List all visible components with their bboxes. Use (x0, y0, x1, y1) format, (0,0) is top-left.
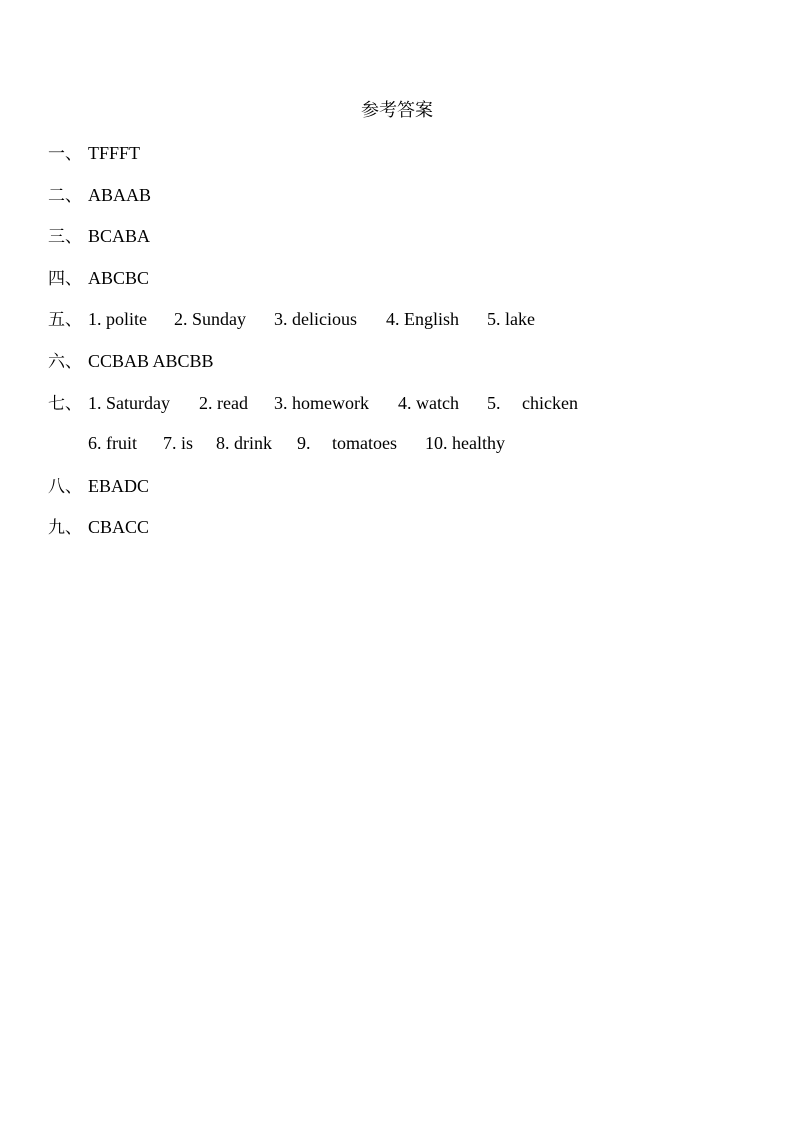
answer-item: 1. polite (88, 309, 147, 329)
section-number: 九、 (48, 518, 82, 538)
section-number: 六、 (48, 352, 82, 372)
answer-item: 4. watch (398, 393, 459, 413)
answer-item: 3. delicious (274, 309, 357, 329)
answer-4 (48, 266, 149, 290)
answer-2 (48, 183, 151, 207)
answer-5 (48, 307, 648, 331)
answer-item: 7. is (163, 433, 194, 453)
answer-item: tomatoes (332, 433, 397, 453)
section-number: 三、 (48, 227, 82, 247)
answer-item: 9. (297, 433, 311, 453)
answer-item: 5. (487, 393, 501, 413)
answer-item: 10. healthy (425, 433, 505, 453)
answer-item: 5. lake (487, 309, 535, 329)
answer-7 (48, 391, 648, 415)
section-number: 二、 (48, 186, 82, 206)
answer-item: 4. English (386, 309, 460, 329)
section-number: 八、 (48, 477, 82, 497)
answer-item: 8. drink (216, 433, 272, 453)
answer-item: 6. fruit (88, 433, 137, 453)
answer-7-continued (88, 431, 588, 455)
answer-1 (48, 141, 140, 165)
answer-item: chicken (522, 393, 578, 413)
answer-text: ABAAB (88, 185, 152, 205)
answer-item: 2. read (199, 393, 248, 413)
answer-item: 1. Saturday (88, 393, 170, 413)
answer-text: CCBAB ABCBB (88, 351, 214, 371)
section-number: 七、 (48, 394, 82, 414)
answer-text: TFFFT (88, 143, 141, 163)
answer-item: 3. homework (274, 393, 369, 413)
answer-text: ABCBC (88, 268, 150, 288)
answer-3 (48, 224, 150, 248)
answer-text: EBADC (88, 476, 150, 496)
section-number: 一、 (48, 144, 82, 164)
section-number: 四、 (48, 269, 82, 289)
answer-text: BCABA (88, 226, 151, 246)
answer-text: CBACC (88, 517, 150, 537)
section-number: 五、 (48, 310, 82, 330)
answer-9 (48, 515, 149, 539)
page-title: 参考答案 (361, 100, 433, 121)
answer-8 (48, 474, 149, 498)
answer-item: 2. Sunday (174, 309, 246, 329)
answer-6 (48, 349, 214, 373)
